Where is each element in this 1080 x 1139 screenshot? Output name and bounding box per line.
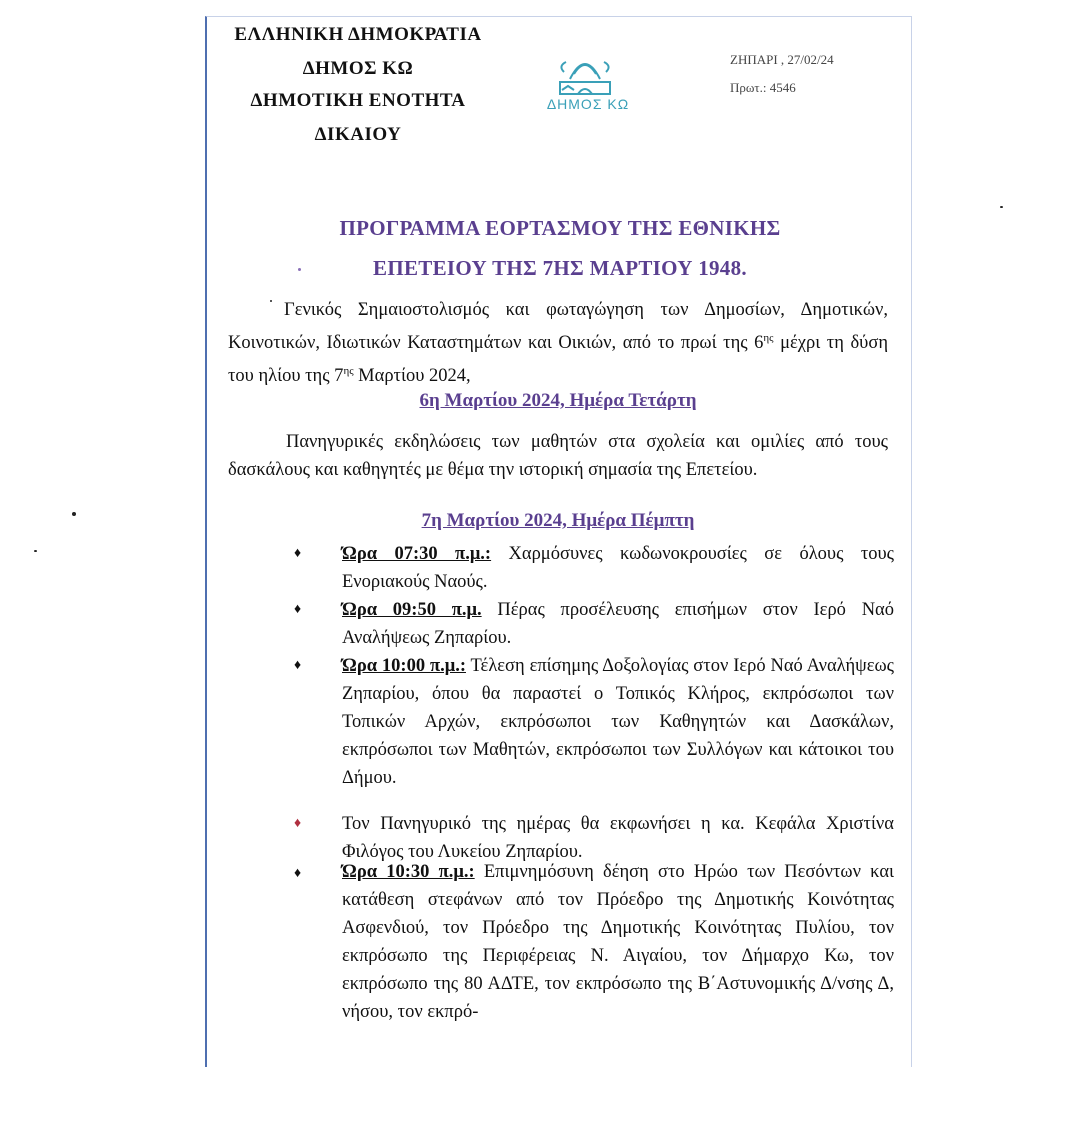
title-line-1: ΠΡΟΓΡΑΜΜΑ ΕΟΡΤΑΣΜΟΥ ΤΗΣ ΕΘΝΙΚΗΣ bbox=[339, 216, 781, 240]
diamond-bullet-icon: ♦ bbox=[294, 816, 302, 831]
header-district: ΔΙΚΑΙΟΥ bbox=[314, 124, 402, 145]
diamond-bullet-icon: ♦ bbox=[294, 546, 302, 561]
program-item-1000: Ώρα 10:00 π.μ.: Τέλεση επίσημης Δοξολογίας στον Ιερό Ναό Αναλήψεως Ζηπαρίου, όπου θα παραστεί ο Τοπικός Κλήρος, εκπρόσωποι των Τοπικών Αρχών, εκπρόσωποι των Καθηγητών και Δασκάλων, εκπρόσωποι των Μαθητών, εκπρόσωποι των Συλλόγων και κάτοικοι του Δήμου. bbox=[342, 656, 895, 788]
day1-heading: 6η Μαρτίου 2024, Ημέρα Τετάρτη bbox=[419, 390, 697, 411]
logo-text: ΔΗΜΟΣ ΚΩ bbox=[546, 96, 630, 112]
program-item-speech: Τον Πανηγυρικό της ημέρας θα εκφωνήσει η κα. Κεφάλα Χριστίνα Φιλόγος του Λυκείου Ζηπαρίου. bbox=[342, 814, 894, 862]
diamond-bullet-icon: ♦ bbox=[294, 658, 302, 673]
program-item-0730: Ώρα 07:30 π.μ.: Χαρμόσυνες κωδωνοκρουσίες σε όλους τους Ενοριακούς Ναούς. bbox=[342, 544, 895, 592]
title-line-2: ΕΠΕΤΕΙΟΥ ΤΗΣ 7ΗΣ ΜΑΡΤΙΟΥ 1948. bbox=[373, 256, 747, 280]
scan-speck bbox=[1000, 206, 1003, 208]
diamond-bullet-icon: ♦ bbox=[294, 866, 302, 881]
scan-speck bbox=[270, 300, 272, 302]
intro-paragraph: Γενικός Σημαιοστολισμός και φωταγώγηση των Δημοσίων, Δημοτικών, Κοινοτικών, Ιδιωτικών Καταστημάτων και Οικιών, από το πρωί της $6^{\eta\varsigma}$ μέχρι τη δύση του ηλίου της $7^{\eta\varsigma}$ Μαρτίου 2024, bbox=[228, 300, 888, 387]
day1-paragraph: Πανηγυρικές εκδηλώσεις των μαθητών στα σχολεία και ομιλίες από τους δασκάλους και καθηγητές με θέμα την ιστορική σημασία της Επετείου. bbox=[228, 432, 888, 480]
header-republic: ΕΛΛΗΝΙΚΗ ΔΗΜΟΚΡΑΤΙΑ bbox=[234, 24, 482, 45]
program-item-0950: Ώρα 09:50 π.μ. Πέρας προσέλευσης επισήμων στον Ιερό Ναό Αναλήψεως Ζηπαρίου. bbox=[342, 600, 894, 648]
place-date: ΖΗΠΑΡΙ , 27/02/24 bbox=[730, 52, 834, 67]
day2-heading: 7η Μαρτίου 2024, Ημέρα Πέμπτη bbox=[421, 510, 695, 531]
header-municipality: ΔΗΜΟΣ ΚΩ bbox=[302, 58, 414, 79]
scan-speck bbox=[298, 268, 301, 271]
scan-speck bbox=[72, 512, 76, 516]
scan-speck bbox=[34, 550, 37, 552]
protocol-number: Πρωτ.: 4546 bbox=[730, 80, 796, 95]
diamond-bullet-icon: ♦ bbox=[294, 602, 302, 617]
program-item-1030: Ώρα 10:30 π.μ.: Επιμνημόσυνη δέηση στο Ηρώο των Πεσόντων και κατάθεση στεφάνων από τον Πρόεδρο της Δημοτικής Κοινότητας Ασφενδιού, τον Πρόεδρο της Δημοτικής Κοινότητας Πυλίου, τον εκπρόσωπο της Περιφέρειας Ν. Αιγαίου, τον Δήμαρχο Κω, τον εκπρόσωπο της 80 ΑΔΤΕ, τον εκπρόσωπο της Β΄Αστυνομικής Δ/νσης Δ, νήσου, τον εκπρό- bbox=[342, 862, 894, 1022]
header-unit: ΔΗΜΟΤΙΚΗ ΕΝΟΤΗΤΑ bbox=[250, 90, 466, 111]
